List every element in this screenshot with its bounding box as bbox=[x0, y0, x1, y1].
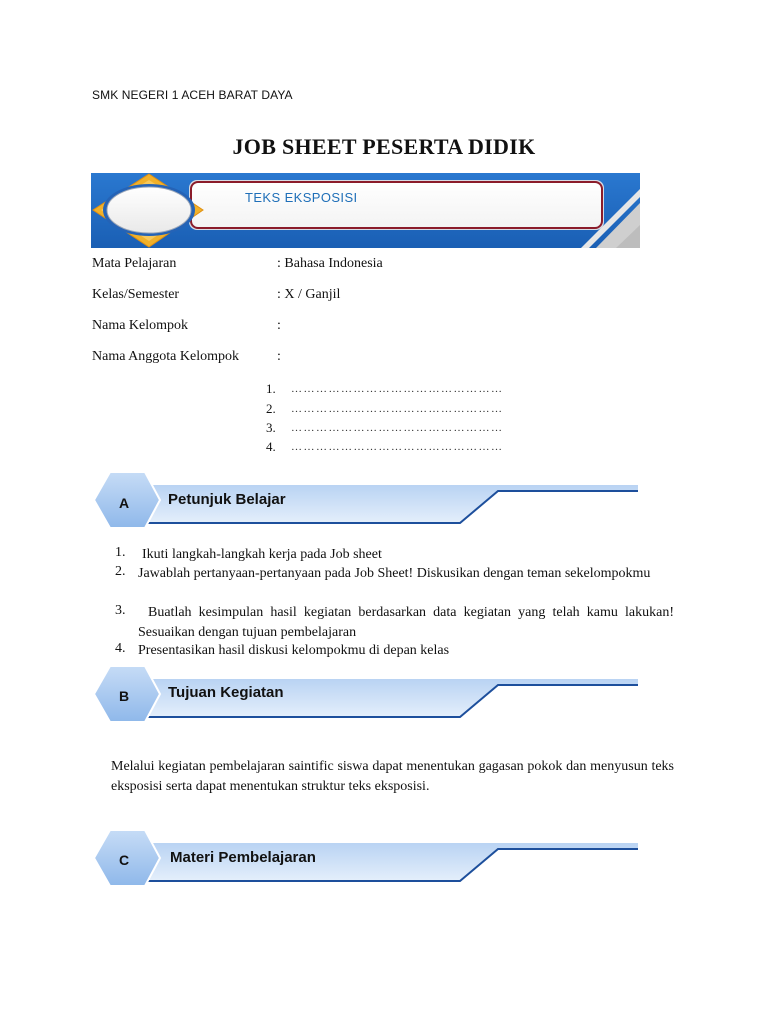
member-number: 1. bbox=[266, 381, 276, 396]
field-label-class: Kelas/Semester bbox=[92, 287, 180, 302]
section-title-b: Tujuan Kegiatan bbox=[168, 684, 284, 701]
instruction-number: 2. bbox=[115, 564, 126, 579]
page-title: JOB SHEET PESERTA DIDIK bbox=[232, 134, 536, 159]
member-number: 4. bbox=[266, 439, 276, 454]
member-line: …………………………………………… bbox=[291, 441, 504, 453]
instruction-text: Buatlah kesimpulan hasil kegiatan berdasarkan data kegiatan yang telah kamu lakukan! Sesuaikan dengan tujuan pembelajaran bbox=[138, 605, 674, 640]
member-line: …………………………………………… bbox=[291, 422, 504, 434]
field-label-subject: Mata Pelajaran bbox=[92, 256, 177, 271]
instruction-number: 4. bbox=[115, 641, 126, 656]
objective-text: Melalui kegiatan pembelajaran saintific siswa dapat menentukan gagasan pokok dan menyusun teks eksposisi serta dapat menentukan struktur teks eksposisi. bbox=[111, 759, 674, 794]
section-title-a: Petunjuk Belajar bbox=[168, 491, 286, 508]
field-value-class: : X / Ganjil bbox=[277, 287, 341, 302]
member-line: …………………………………………… bbox=[291, 383, 504, 395]
instruction-number: 1. bbox=[115, 545, 126, 560]
member-line: …………………………………………… bbox=[291, 403, 504, 415]
field-value-members: : bbox=[277, 349, 281, 364]
section-letter-a: A bbox=[118, 495, 130, 511]
section-letter-b: B bbox=[118, 688, 130, 704]
field-value-subject: : Bahasa Indonesia bbox=[277, 256, 383, 271]
section-title-c: Materi Pembelajaran bbox=[170, 849, 316, 866]
school-name: SMK NEGERI 1 ACEH BARAT DAYA bbox=[92, 88, 293, 102]
banner-label: TEKS EKSPOSISI bbox=[245, 190, 358, 205]
instruction-text: Ikuti langkah-langkah kerja pada Job sheet bbox=[142, 547, 382, 562]
member-number: 2. bbox=[266, 401, 276, 416]
field-label-group: Nama Kelompok bbox=[92, 318, 189, 333]
banner-graphic bbox=[91, 173, 640, 248]
instruction-text: Presentasikan hasil diskusi kelompokmu di depan kelas bbox=[138, 643, 450, 658]
field-value-group: : bbox=[277, 318, 281, 333]
member-number: 3. bbox=[266, 420, 276, 435]
instruction-text: Jawablah pertanyaan-pertanyaan pada Job Sheet! Diskusikan dengan teman sekelompokmu bbox=[138, 566, 651, 581]
field-label-members: Nama Anggota Kelompok bbox=[92, 349, 239, 364]
section-letter-c: C bbox=[118, 852, 130, 868]
instruction-number: 3. bbox=[115, 603, 126, 618]
